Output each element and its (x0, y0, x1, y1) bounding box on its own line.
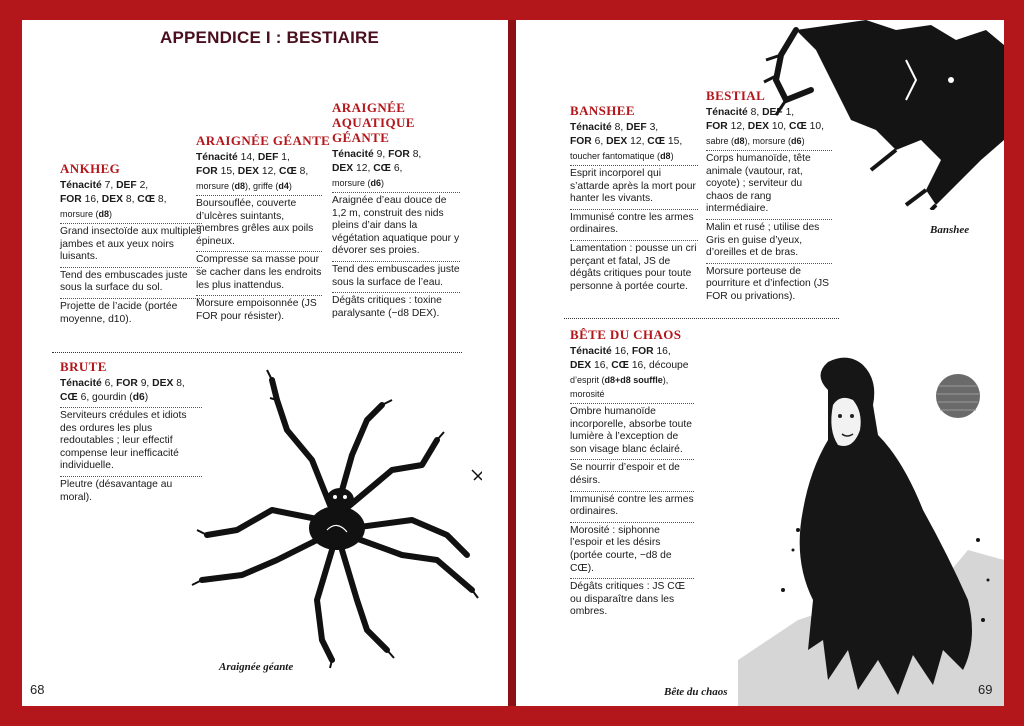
trait: Se nourrir d’espoir et de désirs. (570, 459, 694, 487)
trait: Morosité : siphonne l’espoir et les désirs (portée courte, −d8 de CŒ). (570, 522, 694, 575)
right-page (516, 20, 1004, 706)
stat-line: Ténacité 7, DEF 2, (60, 180, 149, 191)
entry-name: BRUTE (60, 359, 107, 374)
entry-name: ARAIGNÉE GÉANTE (196, 133, 331, 148)
chaos-beast-illustration (738, 350, 1004, 706)
trait: Malin et rusé ; utilise des Gris en guise d’yeux, d’oreilles et de bras. (706, 219, 832, 260)
attack-line: d’esprit (d8+d8 souffle), (570, 375, 669, 385)
stat-line: DEX 16, CŒ 16, découpe (570, 360, 689, 371)
trait: Boursouflée, couverte d’ulcères suintants, membres grêles aux poils épineux. (196, 195, 322, 248)
trait: Tend des embuscades juste sous la surface du sol. (60, 267, 202, 295)
spider-head (326, 488, 354, 512)
stat-line: CŒ 6, gourdin (d6) (60, 392, 149, 403)
trait: Dégâts critiques : JS CŒ ou disparaître dans les ombres. (570, 578, 694, 619)
trait: Serviteurs crédules et idiots des ordures les plus redoutables ; leur effectif compense leur inefficacité individuelle. (60, 407, 202, 473)
entry-name: BANSHEE (570, 103, 635, 118)
left-page (22, 20, 508, 706)
moon-shape (936, 374, 980, 418)
trait: Ombre humanoïde incorporelle, absorbe toute lumière à l’exception de son visage blanc éclairé. (570, 403, 694, 456)
entry-name: BESTIAL (706, 88, 766, 103)
stat-line: Ténacité 9, FOR 8, (332, 149, 422, 160)
caption-banshee: Banshee (930, 224, 970, 236)
entry-araignee-aquatique (332, 100, 460, 320)
trait: Pleutre (désavantage au moral). (60, 476, 202, 504)
entry-name: BÊTE DU CHAOS (570, 327, 682, 342)
entry-banshee (570, 103, 698, 293)
page-number-right: 69 (978, 682, 993, 697)
stat-line: FOR 6, DEX 12, CŒ 15, (570, 136, 683, 147)
entry-bete-du-chaos (570, 327, 694, 619)
attack-line: toucher fantomatique (d8) (570, 151, 674, 161)
trait: Projette de l’acide (portée moyenne, d10). (60, 298, 202, 326)
entry-brute (60, 359, 202, 504)
section-divider (564, 318, 839, 319)
attack-line: morsure (d8) (60, 209, 113, 219)
entry-bestial (706, 88, 832, 304)
trait: Grand insectoïde aux multiples jambes et aux yeux noirs luisants. (60, 223, 202, 264)
stat-line: Ténacité 8, DEF 1, (706, 107, 795, 118)
trait: Corps humanoïde, tête animale (vautour, rat, coyote) ; serviteur du chaos de rang intermédiaire. (706, 150, 832, 216)
caption-araignee: Araignée géante (219, 661, 294, 673)
attack-line: sabre (d8), morsure (d6) (706, 136, 805, 146)
trait: Immunisé contre les armes ordinaires. (570, 209, 698, 237)
trait: Esprit incorporel qui s’attarde après la mort pour hanter les vivants. (570, 165, 698, 206)
stat-line: Ténacité 6, FOR 9, DEX 8, (60, 378, 185, 389)
stat-line: Ténacité 8, DEF 3, (570, 122, 659, 133)
page-number-left: 68 (30, 682, 45, 697)
trait: Lamentation : pousse un cri perçant et fatal, JS de dégâts critiques pour toute personne à portée courte. (570, 240, 698, 293)
giant-spider-illustration (182, 360, 482, 670)
trait: Tend des embuscades juste sous la surface de l’eau. (332, 261, 460, 289)
entry-name: ANKHEG (60, 161, 121, 176)
stat-line: Ténacité 16, FOR 16, (570, 346, 671, 357)
trait: Morsure porteuse de pourriture et d’infection (JS FOR ou privations). (706, 263, 832, 304)
book-gutter (508, 20, 516, 706)
trait: Araignée d’eau douce de 1,2 m, construit des nids pleins d’air dans la végétation aquatique pour y dévorer ses proies. (332, 192, 460, 258)
caption-bete: Bête du chaos (664, 686, 728, 698)
entry-name: ARAIGNÉE AQUATIQUE GÉANTE (332, 100, 415, 145)
entry-araignee-geante (196, 133, 331, 323)
trait: Dégâts critiques : toxine paralysante (−d8 DEX). (332, 292, 460, 320)
trait: Morsure empoisonnée (JS FOR pour résister). (196, 295, 322, 323)
section-divider (52, 352, 462, 353)
stat-line: DEX 12, CŒ 6, (332, 163, 403, 174)
stat-line: Ténacité 14, DEF 1, (196, 152, 290, 163)
attack-line: morsure (d6) (332, 178, 385, 188)
attack-line: morosité (570, 389, 605, 399)
stat-line: FOR 12, DEX 10, CŒ 10, (706, 121, 824, 132)
attack-line: morsure (d8), griffe (d4) (196, 181, 292, 191)
stat-line: FOR 16, DEX 8, CŒ 8, (60, 194, 167, 205)
trait: Immunisé contre les armes ordinaires. (570, 491, 694, 519)
appendix-title: APPENDICE I : BESTIAIRE (160, 28, 380, 47)
spider-abdomen (309, 506, 365, 550)
entry-ankheg (60, 161, 202, 326)
trait: Compresse sa masse pour se cacher dans les endroits les plus inattendus. (196, 251, 322, 292)
stat-line: FOR 15, DEX 12, CŒ 8, (196, 166, 309, 177)
